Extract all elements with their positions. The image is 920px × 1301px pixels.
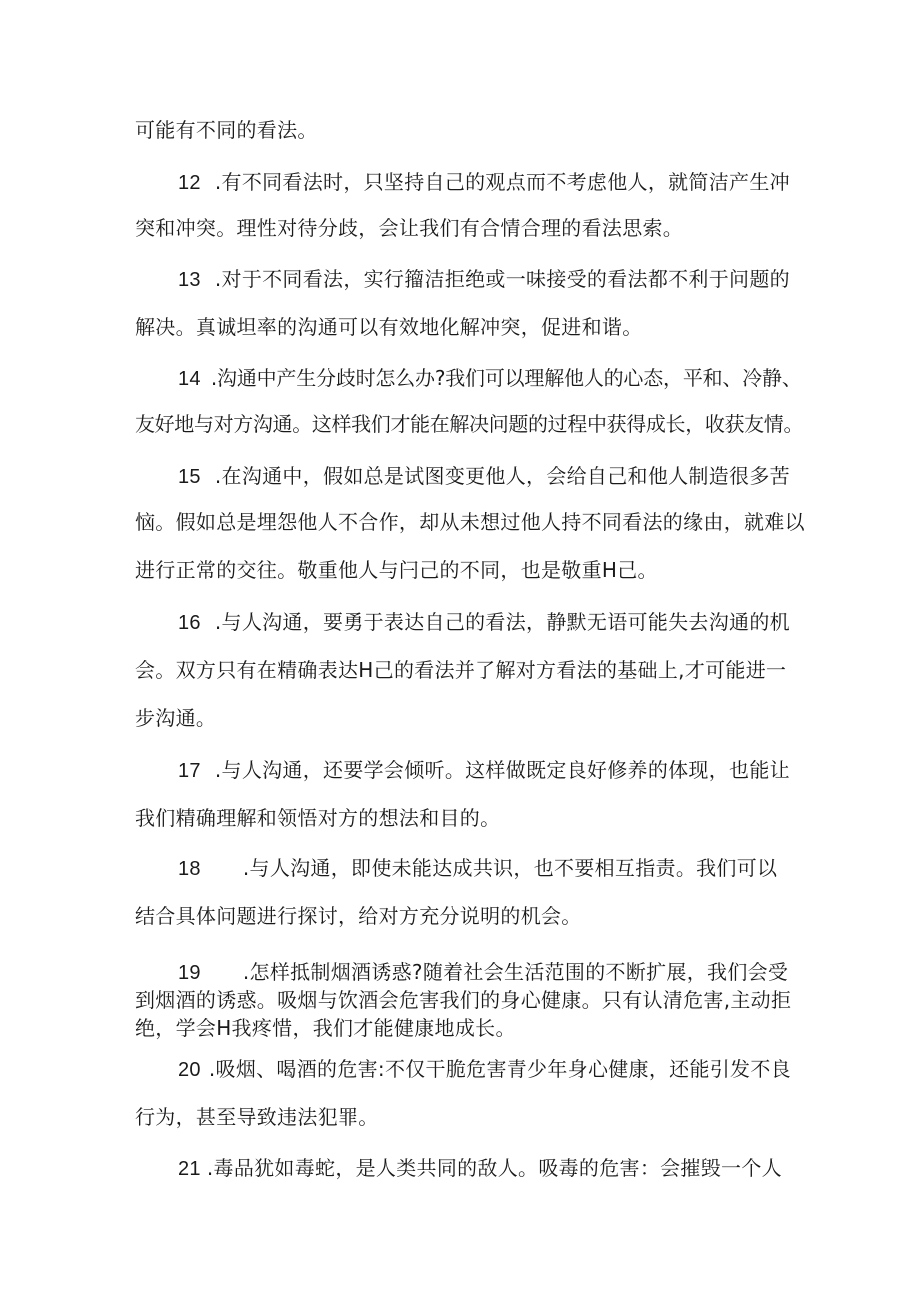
- paragraph-13-line-1: [178, 265, 790, 294]
- paragraph-16-line-1: [178, 608, 790, 637]
- paragraph-number: 16: [178, 612, 201, 634]
- paragraph-text: .毒品犹如毒蛇，是人类共同的敌人。吸毒的危害：会摧毁一个人: [206, 1156, 782, 1180]
- paragraph-number: 20: [178, 1059, 201, 1081]
- paragraph-number: 12: [178, 172, 201, 194]
- paragraph-19-line-1: [178, 958, 788, 987]
- paragraph-number: 18: [178, 858, 201, 880]
- paragraph-13-line-2: 解决。真诚坦率的沟通可以有效地化解冲突，促进和谐。: [135, 315, 643, 339]
- paragraph-18-line-1: [178, 854, 777, 883]
- paragraph-15-line-3: 进行正常的交往。敬重他人与闩己的不同，也是敬重H己。: [135, 558, 658, 582]
- paragraph-14-line-1: [178, 364, 802, 393]
- paragraph-15-line-1: [178, 462, 790, 491]
- paragraph-text: .怎样抵制烟酒诱惑?随着社会生活范围的不断扩展，我们会受: [242, 960, 789, 984]
- paragraph-number: 19: [178, 962, 201, 984]
- paragraph-14-line-2: 友好地与对方沟通。这样我们才能在解决问题的过程中获得成长，收获友情。: [135, 412, 804, 436]
- paragraph-number: 21: [178, 1158, 201, 1180]
- paragraph-text: .与人沟通，即使未能达成共识，也不要相互指责。我们可以: [242, 856, 778, 880]
- paragraph-20-line-1: [178, 1055, 791, 1084]
- paragraph-20-line-2: 行为，甚至导致违法犯罪。: [135, 1105, 379, 1129]
- paragraph-17-line-1: [178, 756, 790, 785]
- paragraph-16-line-3: 步沟通。: [135, 706, 217, 730]
- paragraph-19-line-3: 绝，学会H我疼惜，我们才能健康地成长。: [135, 1016, 516, 1040]
- paragraph-19-line-2: 到烟酒的诱惑。吸烟与饮酒会危害我们的身心健康。只有认清危害,主动拒: [135, 988, 792, 1012]
- paragraph-16-line-2: 会。双方只有在精确表达H己的看法并了解对方看法的基础上,才可能进一: [135, 658, 787, 682]
- paragraph-15-line-2: 恼。假如总是埋怨他人不合作，却从未想过他人持不同看法的缘由，就难以: [135, 510, 805, 534]
- paragraph-21-line-1: [178, 1154, 782, 1183]
- paragraph-number: 13: [178, 269, 201, 291]
- paragraph-18-line-2: 结合具体问题进行探讨，给对方充分说明的机会。: [135, 904, 582, 928]
- paragraph-17-line-2: 我们精确理解和领悟对方的想法和目的。: [135, 806, 501, 830]
- paragraph-text: .与人沟通，要勇于表达自己的看法，静默无语可能失去沟通的机: [214, 610, 790, 634]
- paragraph-text: .有不同看法时，只坚持自己的观点而不考虑他人，就简洁产生冲: [214, 170, 790, 194]
- paragraph-text: .在沟通中，假如总是试图变更他人，会给自己和他人制造很多苦: [214, 464, 790, 488]
- paragraph-number: 15: [178, 466, 201, 488]
- paragraph-11-line-1: 可能有不同的看法。: [135, 118, 318, 142]
- paragraph-number: 14: [178, 368, 201, 390]
- paragraph-text: .沟通中产生分歧时怎么办?我们可以理解他人的心态，平和、冷静、: [210, 366, 802, 390]
- paragraph-text: .吸烟、喝酒的危害:不仅干脆危害青少年身心健康，还能引发不良: [208, 1057, 791, 1081]
- paragraph-text: .对于不同看法，实行籀洁拒绝或一味接受的看法都不利于问题的: [214, 267, 790, 291]
- paragraph-number: 17: [178, 760, 201, 782]
- paragraph-12-line-2: 突和冲突。理性对待分歧，会让我们有合情合理的看法思索。: [135, 216, 684, 240]
- paragraph-12-line-1: [178, 168, 790, 197]
- paragraph-text: .与人沟通，还要学会倾听。这样做既定良好修养的体现，也能让: [214, 758, 790, 782]
